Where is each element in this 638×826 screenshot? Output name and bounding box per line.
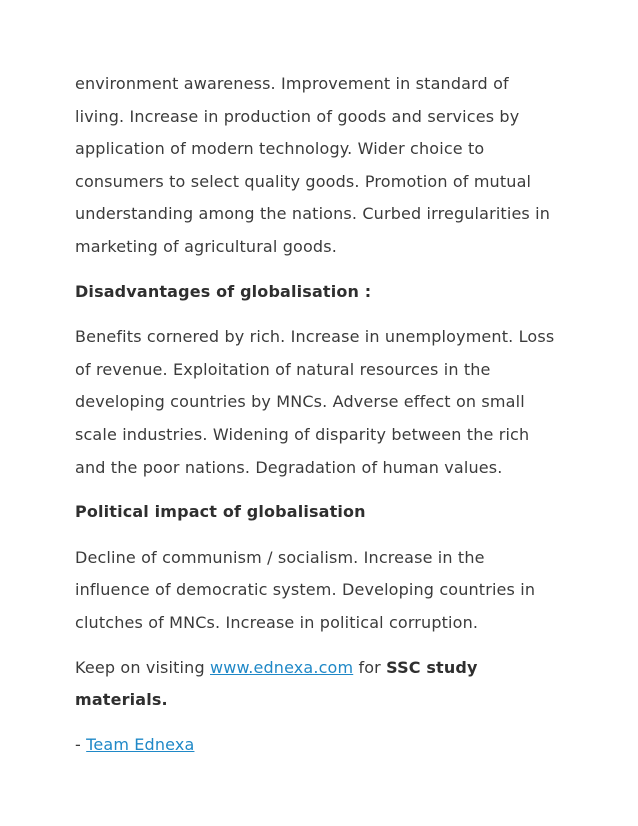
document-body [75, 68, 555, 773]
disadvantages-heading: Disadvantages of globalisation : [75, 281, 372, 301]
closing-middle: for [353, 657, 387, 677]
political-impact-paragraph: Decline of communism / socialism. Increase in the influence of democratic system. Developing countries in clutches of MNCs. Increase in political corruption. [75, 547, 536, 632]
closing-prefix: Keep on visiting [75, 657, 210, 677]
closing-line [75, 652, 555, 717]
ednexa-website-link[interactable]: www.ednexa.com [210, 657, 354, 677]
advantages-paragraph: environment awareness. Improvement in standard of living. Increase in production of goods and services by application of modern technology. Wider choice to consumers to select quality goods. Promotion of mutual understanding among the nations. Curbed irregularities in marketing of agricultural goods. [75, 74, 551, 256]
signature-line [75, 729, 555, 762]
ssc-study-materials-text: SSC study materials. [75, 657, 478, 710]
team-ednexa-link[interactable]: Team Ednexa [86, 734, 195, 754]
signature-prefix: - [75, 734, 87, 754]
disadvantages-paragraph: Benefits cornered by rich. Increase in unemployment. Loss of revenue. Exploitation of natural resources in the developing countries by MNCs. Adverse effect on small scale industries. Widening of disparity between the rich and the poor nations. Degradation of human values. [75, 327, 555, 477]
political-impact-heading: Political impact of globalisation [75, 502, 366, 522]
